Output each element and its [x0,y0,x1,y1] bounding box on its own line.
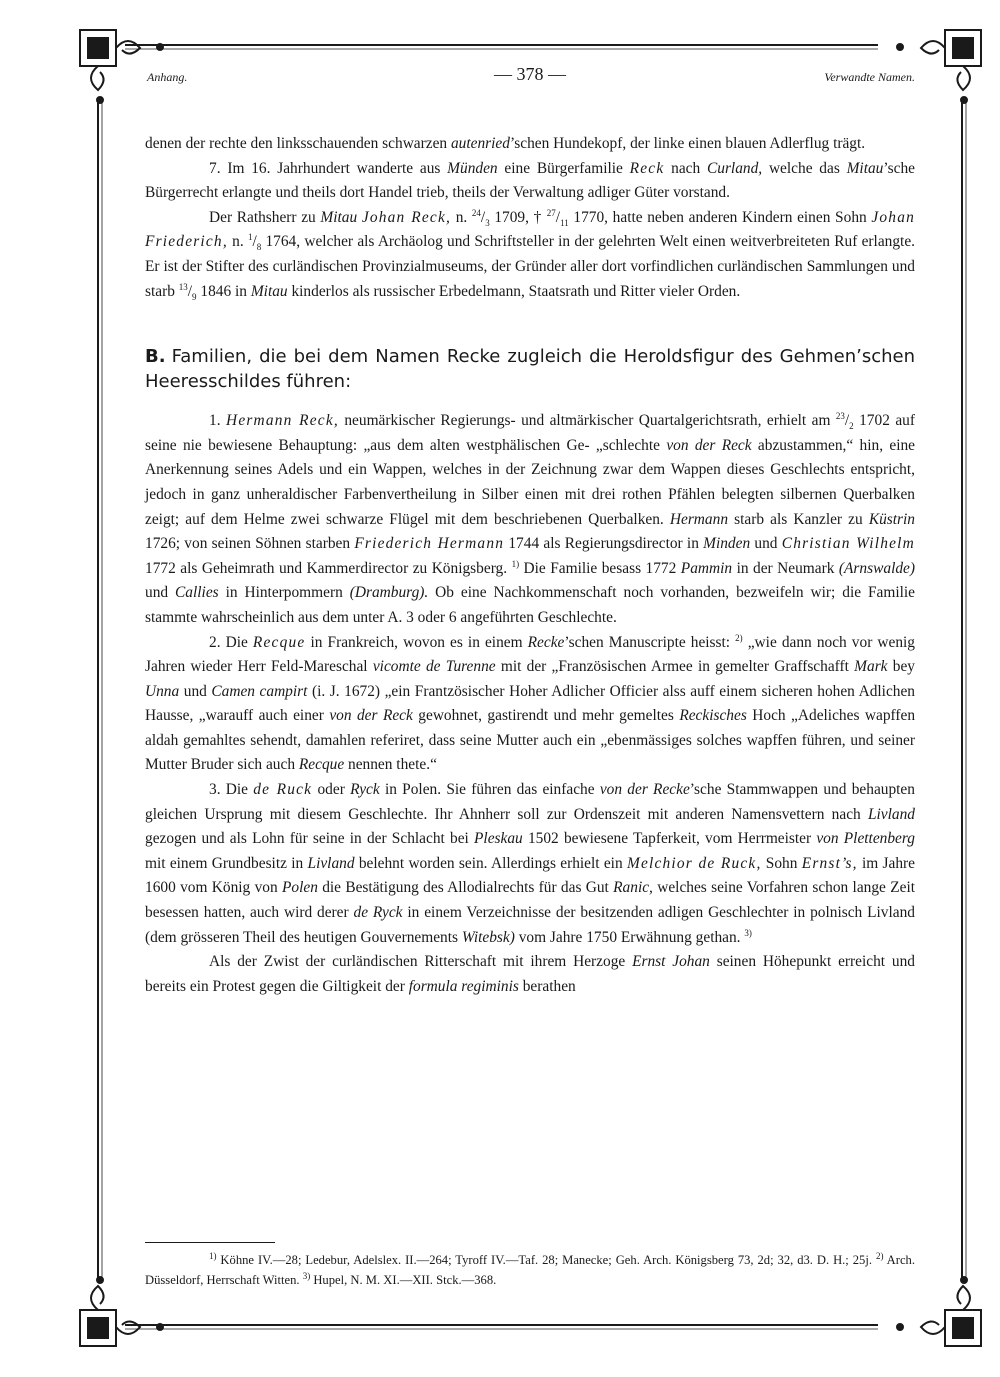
footnote-divider [145,1242,275,1243]
footnotes [145,1250,915,1290]
corner-ornament-top-right [897,30,981,103]
paragraph-rathsherr: Der Rathsherr zu Mitau Johan Reck, n. $^{24}/_3$ 1709, † $^{27}/_{11}$ 1770, hatte neben anderen Kindern einen Sohn Johan Friederich, n. $^1/_8$ 1764, welcher als Archäolog und Schriftsteller in der gelehrten Welt einen weitverbreiteten Ruf erlangte. Er ist der Stifter des curländischen Provinzialmuseums, der Gründer aller dort vorfindlichen curländischen Sammlungen und starb $^{13}/_9$ 1846 in Mitau kinderlos als russischer Erbedelmann, Staatsrath und Ritter vieler Orden. [145,207,915,302]
page-body [145,132,915,999]
paragraph-zwist: Als der Zwist der curländischen Ritterschaft mit ihrem Herzoge Ernst Johan seinen Höhepunkt erreicht und bereits ein Protest gegen die Giltigkeit der formula regiminis berathen [145,953,916,995]
footnote-ref: 2) [735,632,743,643]
footnote-ref: 3) [744,927,752,938]
page-number: — 378 — [494,64,566,84]
paragraph-item-7: 7. Im 16. Jahrhundert wanderte aus Münden eine Bürgerfamilie Reck nach Curland, welche das Mitau’sche Bürgerrecht erlangte und theils dort Handel trieb, theils der Verwaltung adliger Güter vorstand. [145,159,915,202]
date-fraction: $^{24}/_3$ [471,207,490,228]
footnote-text: $^{1)}$ Köhne IV.—28; Ledebur, Adelslex. II.—264; Tyroff IV.—Taf. 28; Manecke; Geh. Arch. Königsberg 73, 2d; 32, d3. D. H.; 25j. $^{2)}$ Arch. Düsseldorf, Herrschaft Witten. $^{3)}$ Hupel, N. M. XI.—XII. Stck.—368. [145,1250,916,1287]
date-fraction: $^{27}/_{11}$ [546,207,569,228]
corner-ornament-top-left [80,30,163,103]
paragraph-b3: 3. Die de Ruck oder Ryck in Polen. Sie führen das einfache von der Recke’sche Stammwappen und behaupten gleichen Ursprung mit diesem Geschlechte. Ihr Ahnherr soll zur Ordenszeit mit anderen Namensvettern nach Livland gezogen und als Lohn für seine in der Schlacht bei Pleskau 1502 bewiesene Tapferkeit, vom Herrmeister von Plettenberg mit einem Grundbesitz in Livland belehnt worden sein. Allerdings erhielt ein Melchior de Ruck, Sohn Ernst’s, im Jahre 1600 vom König von Polen die Bestätigung des Allodialrechts für das Gut Ranic, welches seine Vorfahren schon lange Zeit besessen hatten, auch wird derer de Ryck in einem Verzeichnisse der besitzenden adligen Geschlechter in polnisch Livland (dem grösseren Theil des heutigen Gouvernements Witebsk) vom Jahre 1750 Erwähnung gethan. $^{3)}$ [145,781,916,946]
running-header-right: Verwandte Namen. [824,70,915,84]
paragraph-b1: 1. Hermann Reck, neumärkischer Regierungs- und altmärkischer Quartalgerichtsrath, erhielt am $^{23}/_2$ 1702 auf seine nie bewiesene Behauptung: „aus dem alten westphälischen Ge- „schlechte von der Reck abzustammen,“ hin, eine Anerkennung seines Adels und ein Wappen, welches in der Zeichnung zwar dem Wappen dieses Geschlechts entspricht, jedoch in ganz unheraldischer Farbenvertheilung in Silber einen mit drei rothen Pfählen belegten silbernen Querbalken zeigt; auf dem Helme zwei schwarze Flügel mit dem beschriebenen Querbalken. Hermann starb als Kanzler zu Küstrin 1726; von seinen Söhnen starben Friederich Hermann 1744 als Regierungsdirector in Minden und Christian Wilhelm 1772 als Geheimrath und Kammerdirector zu Königsberg. $^{1)}$ Die Familie besass 1772 Pammin in der Neumark (Arnswalde) und Callies in Hinterpommern (Dramburg). Ob eine Nachkommenschaft noch vorhanden, bezweifeln wir; die Familie stammte wahrscheinlich aus dem unter A. 3 oder 6 angeführten Geschlechte. [145,411,916,626]
section-title: Familien, die bei dem Namen Recke zugleich die Heroldsfigur des Gehmen’schen Heeresschildes führen: [145,346,915,393]
section-b-heading [145,344,915,394]
running-header-left: Anhang. [147,70,188,84]
paragraph-b2: 2. Die Recque in Frankreich, wovon es in einem Recke’schen Manuscripte heisst: $^{2)}$ „wie dann noch vor wenig Jahren wieder Herr Feld-Mareschal vicomte de Turenne mit der „Französischen Armee in gemelter Graffschafft Mark bey Unna und Camen campirt (i. J. 1672) „ein Frantzösischer Hoher Adlicher Officier alss auff einem sicheren hohen Adlichen Hausse, „warauff auch einer von der Reck gewohnet, gastirendt und mehr gemeltes Reckisches Hoch „Adeliches wapffen aldah gemahltes sehendt, damahlen referiret, dass seine Mutter auch ein „ebenmässiges solches wapffen führen, und seiner Mutter Bruder sich auch Recque nennen thete.“ [145,632,916,774]
footnote-ref: 1) [511,558,520,569]
date-fraction: $^1/_8$ [247,232,262,253]
date-fraction: $^{23}/_2$ [835,411,854,432]
continuation-paragraph: denen der rechte den linksschauenden schwarzen autenried’schen Hundekopf, der linke einen blauen Adlerflug trägt. [145,135,866,152]
date-fraction: $^{13}/_9$ [178,281,197,302]
section-letter: B. [145,346,166,368]
